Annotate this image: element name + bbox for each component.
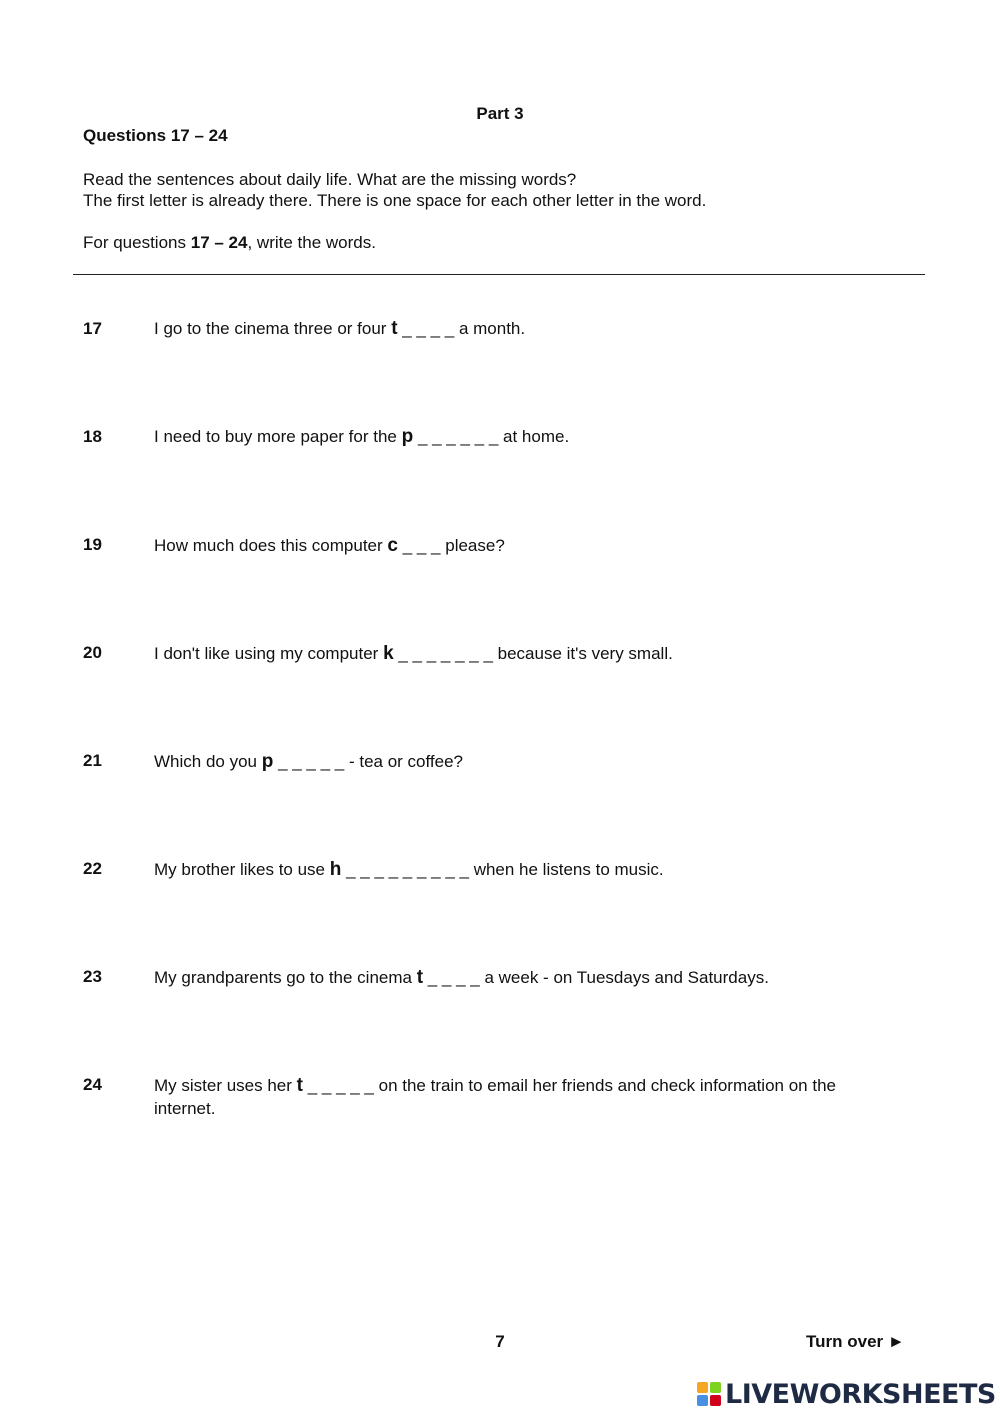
question-text-before: I don't like using my computer (154, 644, 384, 663)
question-text-before: My sister uses her (154, 1076, 297, 1095)
questions-heading: Questions 17 – 24 (83, 126, 228, 145)
answer-blanks[interactable]: _ _ _ _ (423, 968, 485, 987)
instruction-line-3-pre: For questions (83, 233, 191, 252)
first-letter-hint: t (391, 318, 398, 339)
question-number: 17 (83, 319, 102, 338)
divider-line (73, 274, 925, 275)
first-letter-hint: h (329, 859, 342, 880)
question-text-after: on the train to email her friends and check information on the internet. (154, 1076, 836, 1118)
question-text-after: - tea or coffee? (348, 752, 464, 771)
question-text (154, 858, 884, 881)
answer-blanks[interactable]: _ _ _ _ _ (273, 752, 349, 771)
liveworksheets-logo[interactable] (697, 1378, 996, 1410)
turn-over-label: Turn over ► (806, 1332, 905, 1351)
logo-square-orange (697, 1382, 708, 1393)
instruction-line-2: The first letter is already there. There is one space for each other letter in the word. (83, 191, 707, 210)
first-letter-hint: p (401, 426, 414, 447)
question-number: 21 (83, 751, 102, 770)
question-text-before: Which do you (154, 752, 262, 771)
question-number: 22 (83, 859, 102, 878)
answer-blanks[interactable]: _ _ _ _ (397, 319, 459, 338)
logo-square-green (710, 1382, 721, 1393)
question-text-after: at home. (503, 427, 570, 446)
question-text-before: My brother likes to use (154, 860, 330, 879)
page-number: 7 (495, 1332, 505, 1351)
question-text-before: I go to the cinema three or four (154, 319, 392, 338)
part-title: Part 3 (476, 104, 524, 123)
liveworksheets-logo-icon (697, 1382, 721, 1406)
question-text-after: a month. (458, 319, 526, 338)
question-text (154, 1074, 884, 1120)
answer-blanks[interactable]: _ _ _ _ _ _ (413, 427, 504, 446)
question-text-before: I need to buy more paper for the (154, 427, 402, 446)
first-letter-hint: t (416, 967, 424, 988)
question-text (154, 425, 884, 448)
question-text-after: because it's very small. (497, 644, 673, 663)
answer-blanks[interactable]: _ _ _ _ _ _ _ _ _ (341, 860, 474, 879)
instruction-question-range: 17 – 24 (190, 233, 248, 252)
answer-blanks[interactable]: _ _ _ _ _ _ _ (393, 644, 498, 663)
instruction-line-1: Read the sentences about daily life. What are the missing words? (83, 170, 577, 189)
question-number: 18 (83, 427, 102, 446)
logo-square-red (710, 1395, 721, 1406)
instruction-line-3 (83, 232, 376, 253)
question-text (154, 642, 884, 665)
question-number: 19 (83, 535, 102, 554)
question-text-after: when he listens to music. (473, 860, 664, 879)
question-text-before: My grandparents go to the cinema (154, 968, 417, 987)
answer-blanks[interactable]: _ _ _ (397, 536, 446, 555)
question-text (154, 534, 884, 557)
question-number: 20 (83, 643, 102, 662)
question-text (154, 966, 884, 989)
first-letter-hint: t (296, 1075, 303, 1096)
question-text-after: please? (445, 536, 505, 555)
first-letter-hint: c (387, 535, 398, 556)
question-number: 24 (83, 1075, 102, 1094)
first-letter-hint: k (383, 643, 394, 664)
question-number: 23 (83, 967, 102, 986)
instruction-line-3-post: , write the words. (247, 233, 376, 252)
answer-blanks[interactable]: _ _ _ _ _ (302, 1076, 379, 1095)
logo-square-blue (697, 1395, 708, 1406)
question-text (154, 317, 884, 340)
first-letter-hint: p (261, 751, 274, 772)
question-text-before: How much does this computer (154, 536, 388, 555)
question-text (154, 750, 884, 773)
liveworksheets-logo-text: LIVEWORKSHEETS (725, 1378, 996, 1410)
question-text-after: a week - on Tuesdays and Saturdays. (484, 968, 769, 987)
